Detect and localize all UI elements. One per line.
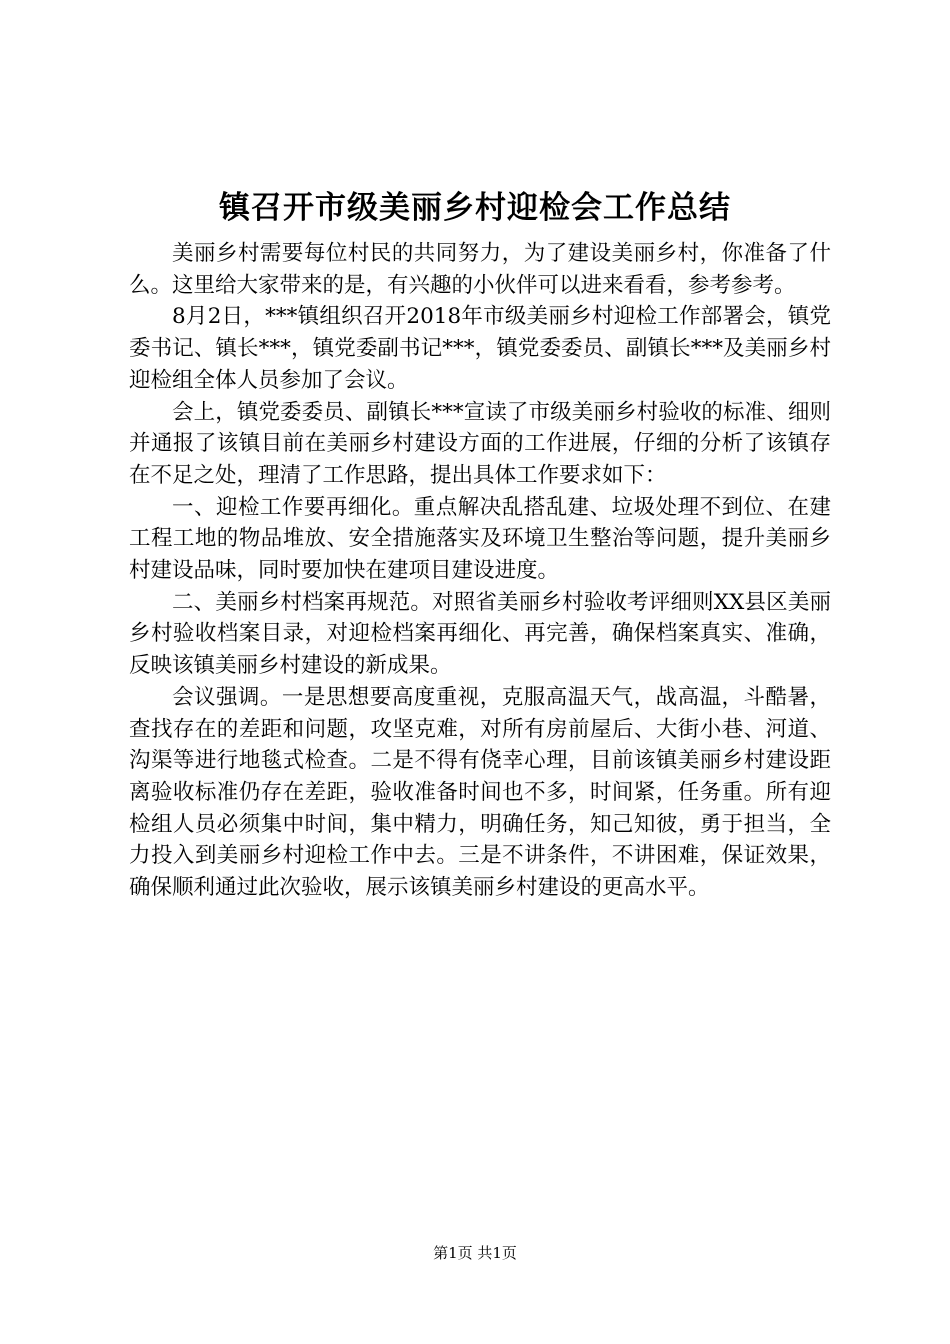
paragraph-emphasis: 会议强调。一是思想要高度重视，克服高温天气，战高温，斗酷暑，查找存在的差距和问题，攻坚克难，对所有房前屋后、大街小巷、河道、沟渠等进行地毯式检查。二是不得有侥幸心理，目前该镇美丽乡村建设距离验收标准仍存在差距，验收准备时间也不多，时间紧，任务重。所有迎检组人员必须集中时间，集中精力，明确任务，知己知彼，勇于担当，全力投入到美丽乡村迎检工作中去。三是不讲条件，不讲困难，保证效果，确保顺利通过此次验收，展示该镇美丽乡村建设的更高水平。 — [129, 684, 831, 901]
paragraph-point-two: 二、美丽乡村档案再规范。对照省美丽乡村验收考评细则XX县区美丽乡村验收档案目录，对迎检档案再细化、再完善，确保档案真实、准确，反映该镇美丽乡村建设的新成果。 — [129, 589, 831, 679]
paragraph-point-one: 一、迎检工作要再细化。重点解决乱搭乱建、垃圾处理不到位、在建工程工地的物品堆放、安全措施落实及环境卫生整治等问题，提升美丽乡村建设品味，同时要加快在建项目建设进度。 — [129, 494, 831, 584]
paragraph-intro: 美丽乡村需要每位村民的共同努力，为了建设美丽乡村，你准备了什么。这里给大家带来的是，有兴趣的小伙伴可以进来看看，参考参考。 — [129, 241, 831, 298]
document-title: 镇召开市级美丽乡村迎检会工作总结 — [219, 190, 731, 226]
document-body — [129, 238, 831, 904]
paragraph-meeting: 8月2日，***镇组织召开2018年市级美丽乡村迎检工作部署会，镇党委书记、镇长***，镇党委副书记***，镇党委委员、副镇长***及美丽乡村迎检组全体人员参加了会议。 — [129, 304, 831, 393]
page-number-footer: 第1页 共1页 — [433, 1244, 517, 1262]
paragraph-report: 会上，镇党委委员、副镇长***宣读了市级美丽乡村验收的标准、细则并通报了该镇目前在美丽乡村建设方面的工作进展，仔细的分析了该镇存在不足之处，理清了工作思路，提出具体工作要求如下： — [129, 399, 831, 488]
